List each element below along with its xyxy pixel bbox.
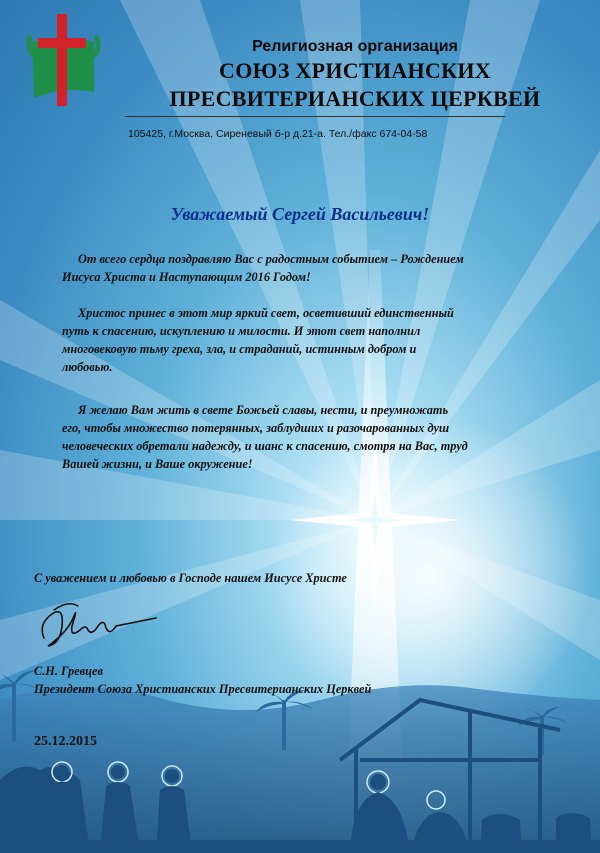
text-line: многовековую тьму греха, зла, и страданий, истинным добром и	[62, 342, 417, 356]
handwritten-signature	[34, 596, 164, 656]
text-line: Иисуса Христа и Наступающим 2016 Годом!	[62, 270, 311, 284]
text-line: От всего сердца поздравляю Вас с радостным событием – Рождением	[78, 252, 464, 266]
org-type: Религиозная организация	[252, 38, 458, 55]
text-line: Вашей жизни, и Ваше окружение!	[62, 457, 253, 471]
letter-date: 25.12.2015	[34, 734, 97, 749]
closing-line: С уважением и любовью в Господе нашем Иисусе Христе	[34, 571, 347, 585]
text-line: Христос принес в этот мир яркий свет, осветивший единственный	[78, 306, 454, 320]
greeting: Уважаемый Сергей Васильевич!	[170, 204, 430, 224]
text-line: человеческих обретали надежду, и шанс к спасению, смотря на Вас, труд	[62, 439, 468, 453]
header-divider	[125, 116, 505, 117]
text-line: путь к спасению, искуплению и милости. И этот свет наполнил	[62, 324, 421, 338]
org-address: 105425, г.Москва, Сиреневый б-р д.21-а. Тел./факс 674-04-58	[128, 128, 428, 140]
signer-name: С.Н. Гревцев	[34, 664, 103, 678]
org-name-line2: ПРЕСВИТЕРИАНСКИХ ЦЕРКВЕЙ	[169, 86, 541, 111]
paragraph-congratulation	[62, 250, 582, 286]
org-name-line1: СОЮЗ ХРИСТИАНСКИХ	[219, 58, 491, 83]
text-line: Я желаю Вам жить в свете Божьей славы, нести, и преумножать	[78, 403, 449, 417]
text-line: его, чтобы множество потерянных, заблудших и разочарованных душ	[62, 421, 450, 435]
church-logo	[22, 12, 102, 110]
text-line: любовью.	[62, 360, 113, 374]
signer-title: Президент Союза Христианских Пресвитерианских Церквей	[34, 682, 372, 696]
paragraph-wishes	[62, 401, 582, 473]
paragraph-light	[62, 304, 582, 376]
